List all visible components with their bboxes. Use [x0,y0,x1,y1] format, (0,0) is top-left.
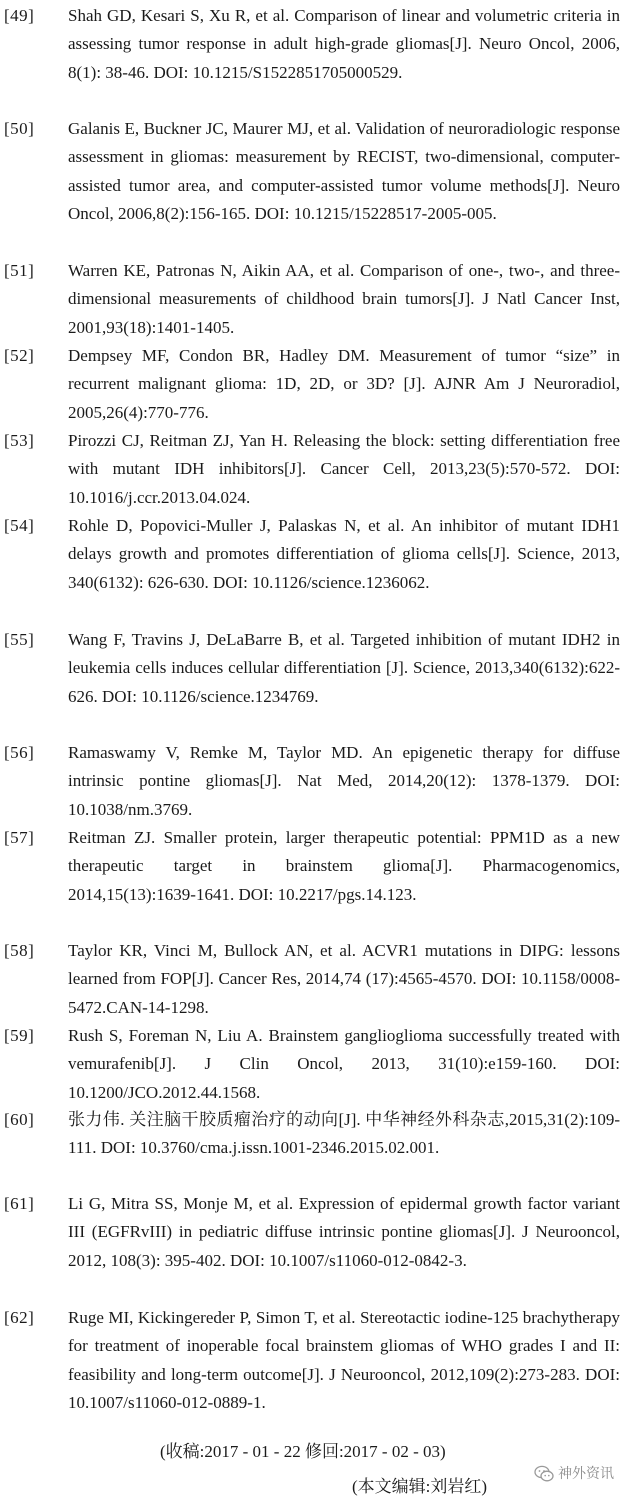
reference-number: [61] [4,1194,35,1213]
reference-text: Galanis E, Buckner JC, Maurer MJ, et al. Validation of neuroradiologic response assessment in gliomas: measurement by RECIST, two-dimensional, computer-assisted tumor area, and computer-assisted tumor volume methods[J]. Neuro Oncol, 2006,8(2):156-165. DOI: 10.1215/15228517-2005-005. [68,119,620,224]
reference-number: [51] [4,261,35,280]
reference-number: [53] [4,431,35,450]
reference-text: Li G, Mitra SS, Monje M, et al. Expression of epidermal growth factor variant III (EGFRvIII) in pediatric diffuse intrinsic pontine gliomas[J]. J Neurooncol, 2012, 108(3): 395-402. DOI: 10.1007/s11060-012-0842-3. [68,1194,620,1270]
reference-text: Pirozzi CJ, Reitman ZJ, Yan H. Releasing the block: setting differentiation free with mutant IDH inhibitors[J]. Cancer Cell, 2013,23(5):570-572. DOI: 10.1016/j.ccr.2013.04.024. [68,431,620,507]
wechat-icon [534,1465,554,1483]
reference-number: [59] [4,1026,35,1045]
reference-number: [58] [4,941,35,960]
reference-text: Ruge MI, Kickingereder P, Simon T, et al. Stereotactic iodine-125 brachytherapy for treatment of inoperable focal brainstem gliomas of WHO grades I and II: feasibility and long-term outcome[J]. J Neurooncol, 2012,109(2):273-283. DOI: 10.1007/s11060-012-0889-1. [68,1308,620,1413]
editor-credit: (本文编辑:刘岩红) [352,1477,488,1496]
reference-text: Warren KE, Patronas N, Aikin AA, et al. Comparison of one-, two-, and three-dimensional measurements of childhood brain tumors[J]. J Natl Cancer Inst, 2001,93(18):1401-1405. [68,261,620,337]
reference-number: [52] [4,346,35,365]
reference-text: Dempsey MF, Condon BR, Hadley DM. Measurement of tumor “size” in recurrent malignant glioma: 1D, 2D, or 3D? [J]. AJNR Am J Neuroradiol, 2005,26(4):770-776. [68,346,620,422]
reference-number: [54] [4,516,35,535]
reference-number: [56] [4,743,35,762]
reference-number: [49] [4,6,35,25]
reference-number: [50] [4,119,35,138]
reference-number: [55] [4,630,35,649]
reference-text: Reitman ZJ. Smaller protein, larger therapeutic potential: PPM1D as a new therapeutic target in brainstem glioma[J]. Pharmacogenomics, 2014,15(13):1639-1641. DOI: 10.2217/pgs.14.123. [68,828,620,904]
reference-text: Rush S, Foreman N, Liu A. Brainstem ganglioglioma successfully treated with vemurafenib[J]. J Clin Oncol, 2013, 31(10):e159-160. DOI: 10.1200/JCO.2012.44.1568. [68,1026,620,1102]
reference-text: 张力伟. 关注脑干胶质瘤治疗的动向[J]. 中华神经外科杂志,2015,31(2):109-111. DOI: 10.3760/cma.j.issn.1001-2346.2015.02.001. [68,1110,620,1158]
reference-text: Wang F, Travins J, DeLaBarre B, et al. Targeted inhibition of mutant IDH2 in leukemia cells induces cellular differentiation [J]. Science, 2013,340(6132):622-626. DOI: 10.1126/science.1234769. [68,630,620,706]
reference-number: [57] [4,828,35,847]
watermark-text: 神外资讯 [558,1466,614,1482]
reference-number: [62] [4,1308,35,1327]
reference-text: Ramaswamy V, Remke M, Taylor MD. An epigenetic therapy for diffuse intrinsic pontine gliomas[J]. Nat Med, 2014,20(12): 1378-1379. DOI: 10.1038/nm.3769. [68,743,620,819]
watermark [534,1464,614,1484]
reference-text: Rohle D, Popovici-Muller J, Palaskas N, et al. An inhibitor of mutant IDH1 delays growth and promotes differentiation of glioma cells[J]. Science, 2013, 340(6132): 626-630. DOI: 10.1126/science.1236062. [68,516,620,592]
reference-text: Taylor KR, Vinci M, Bullock AN, et al. ACVR1 mutations in DIPG: lessons learned from FOP[J]. Cancer Res, 2014,74 (17):4565-4570. DOI: 10.1158/0008-5472.CAN-14-1298. [68,941,620,1017]
reference-text: Shah GD, Kesari S, Xu R, et al. Comparison of linear and volumetric criteria in assessing tumor response in adult high-grade gliomas[J]. Neuro Oncol, 2006, 8(1): 38-46. DOI: 10.1215/S1522851705000529. [68,6,620,82]
received-revised-dates: (收稿:2017 - 01 - 22 修回:2017 - 02 - 03) [160,1442,446,1461]
reference-number: [60] [4,1110,35,1129]
